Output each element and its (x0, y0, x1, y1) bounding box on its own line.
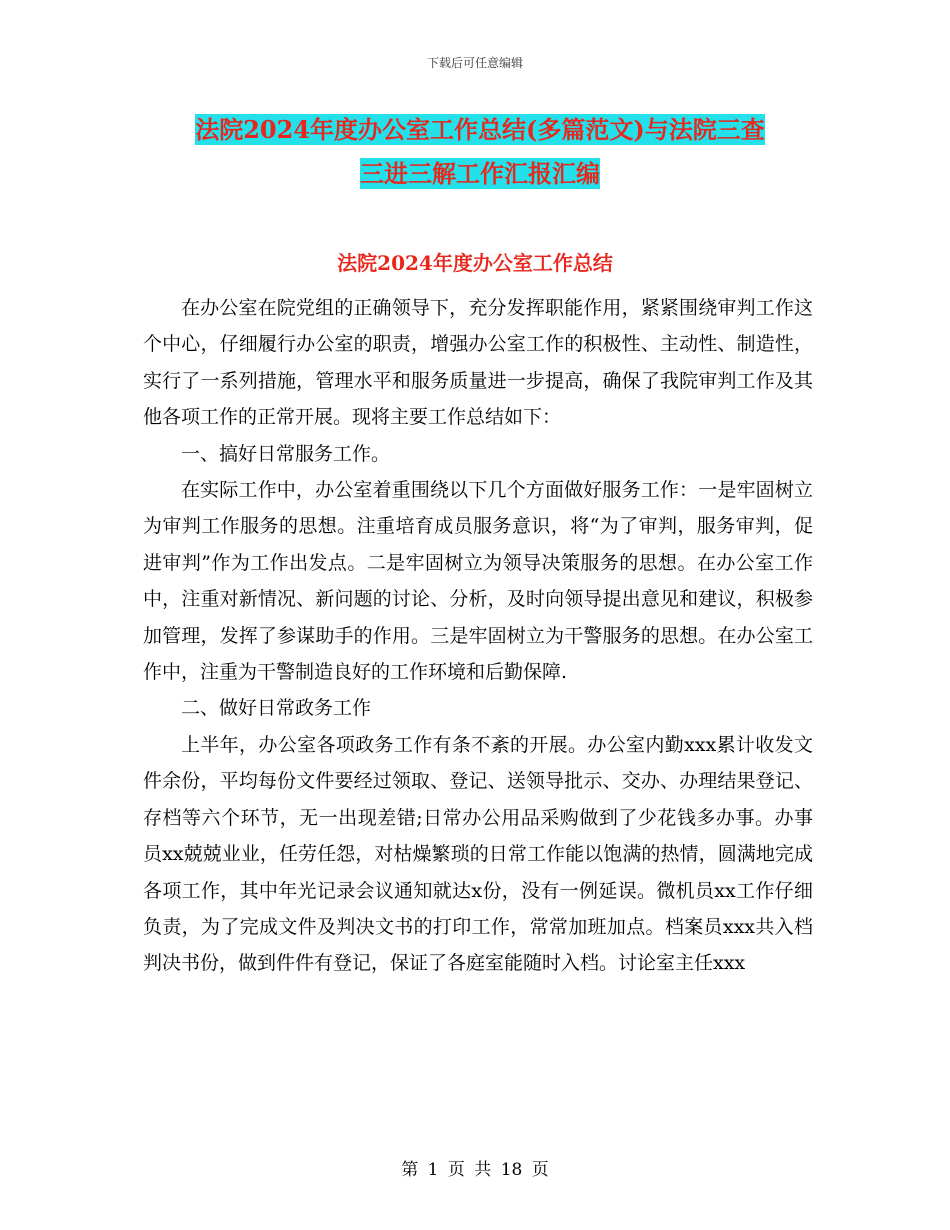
paragraph-intro: 在办公室在院党组的正确领导下，充分发挥职能作用，紧紧围绕审判工作这个中心，仔细履行办公室的职责，增强办公室工作的积极性、主动性、制造性，实行了一系列措施，管理水平和服务质量进一步提高，确保了我院审判工作及其他各项工作的正常开展。现将主要工作总结如下： (143, 297, 813, 429)
paragraph-affairs: 上半年，办公室各项政务工作有条不紊的开展。办公室内勤xxx累计收发文件余份，平均每份文件要经过领取、登记、送领导批示、交办、办理结果登记、存档等六个环节，无一出现差错;日常办公用品采购做到了少花钱多办事。办事员xx兢兢业业，任劳任怨，对枯燥繁琐的日常工作能以饱满的热情，圆满地完成各项工作，其中年光记录会议通知就达x份，没有一例延误。微机员xx工作仔细负责，为了完成文件及判决文书的打印工作，常常加班加点。档案员xxx共入档判决书份，做到件件有登记，保证了各庭室能随时入档。讨论室主任xxx (143, 733, 813, 975)
section-title: 法院2024年度办公室工作总结 (337, 251, 613, 275)
page-footer: 第 1 页 共 18 页 (401, 1160, 549, 1180)
document-title (140, 108, 820, 196)
title-line-2: 三进三解工作汇报汇编 (360, 159, 600, 188)
header-note: 下载后可任意编辑 (426, 56, 523, 70)
paragraph-service: 在实际工作中，办公室着重围绕以下几个方面做好服务工作：一是牢固树立为审判工作服务的思想。注重培育成员服务意识，将“为了审判，服务审判，促进审判”作为工作出发点。二是牢固树立为领导决策服务的思想。在办公室工作中，注重对新情况、新问题的讨论、分析，及时向领导提出意见和建议，积极参加管理，发挥了参谋助手的作用。三是牢固树立为干警服务的思想。在办公室工作中，注重为干警制造良好的工作环境和后勤保障. (143, 479, 813, 684)
heading-daily-service: 一、搞好日常服务工作。 (181, 442, 391, 465)
document-body (143, 290, 813, 982)
heading-daily-affairs: 二、做好日常政务工作 (181, 697, 372, 720)
title-line-1: 法院2024年度办公室工作总结(多篇范文)与法院三查 (195, 115, 765, 144)
